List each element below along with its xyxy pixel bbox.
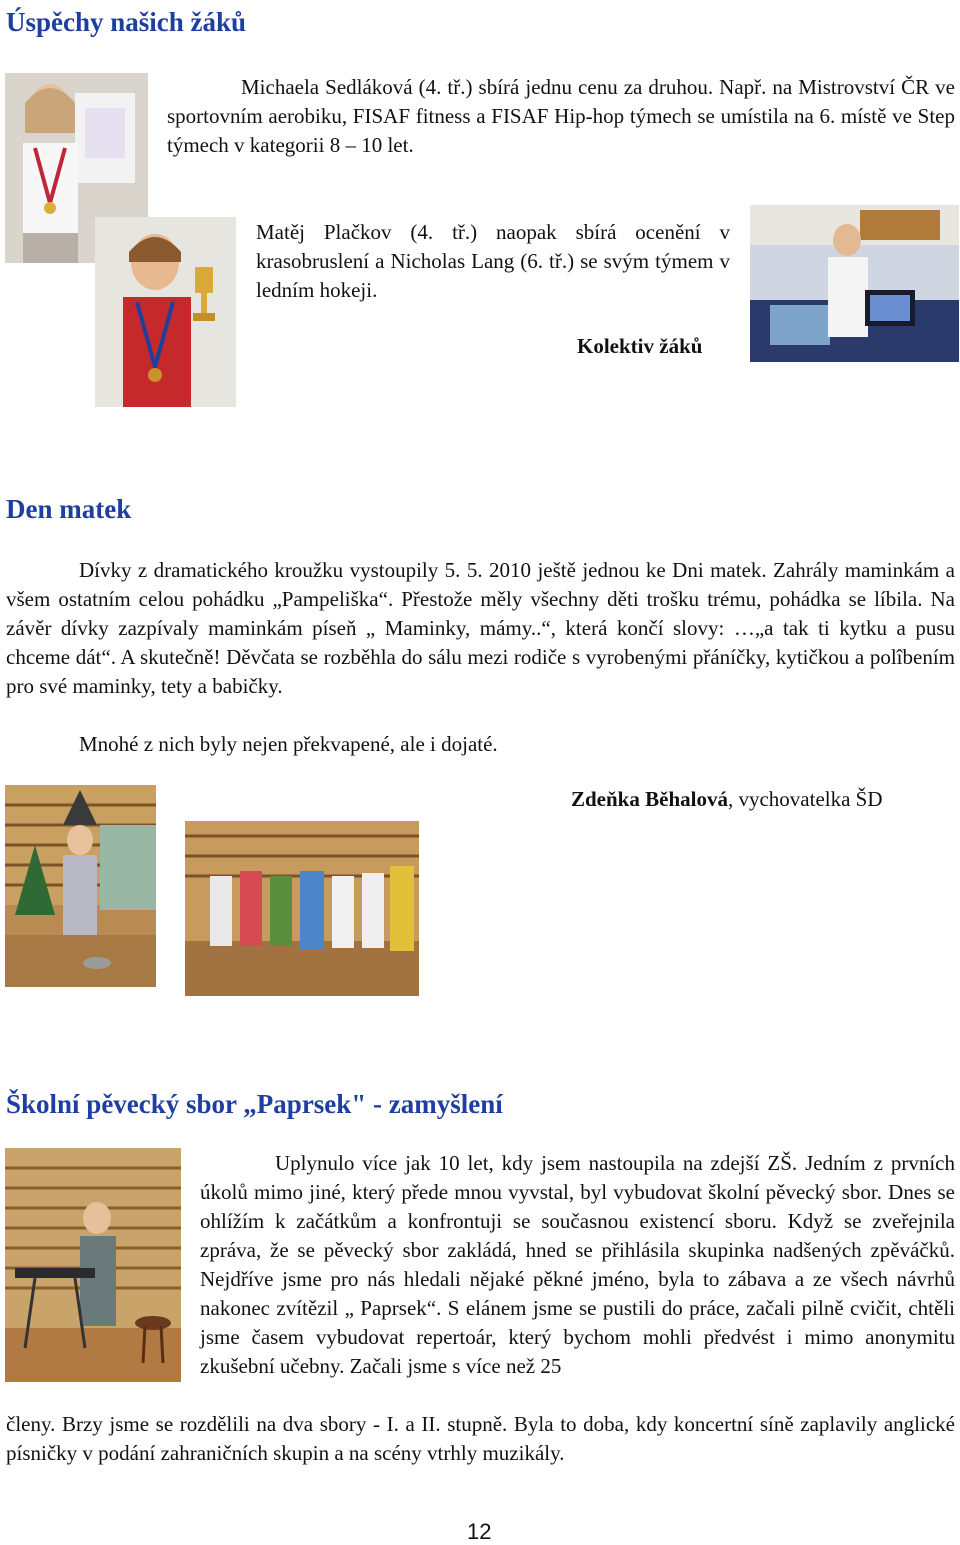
uspechy-paragraph-2 xyxy=(256,218,730,305)
section-title-sbor: Školní pěvecký sbor „Paprsek" - zamyšlení xyxy=(6,1089,503,1119)
photo-boy-with-trophy xyxy=(95,217,236,407)
uspechy-paragraph-2-text: Matěj Plačkov (4. tř.) naopak sbírá ocenění v krasobruslení a Nicholas Lang (6. tř.) se svým týmem v ledním hokeji. xyxy=(256,220,730,302)
sbor-paragraph-2-text: členy. Brzy jsme se rozdělili na dva sbory - I. a II. stupně. Byla to doba, kdy koncertní síně zaplavily anglické písničky v podání zahraničních skupin a na scény vtrhly muzikály. xyxy=(6,1412,955,1465)
den-matek-paragraph-2 xyxy=(79,730,955,759)
photo-choir-teacher-keyboard xyxy=(5,1148,181,1382)
sbor-paragraph-1 xyxy=(200,1149,955,1381)
photo-girls-costume-line xyxy=(185,821,419,996)
den-matek-signature-name: Zdeňka Běhalová xyxy=(571,787,728,811)
section-title-uspechy: Úspěchy našich žáků xyxy=(6,7,247,37)
photo-girl-witch-costume xyxy=(5,785,156,987)
den-matek-paragraph-1-text: Dívky z dramatického kroužku vystoupily 5. 5. 2010 ještě jednou ke Dni matek. Zahrály maminkám a všem ostatním celou pohádku „Pampeliška“. Přestože měly všechny děti trošku trému, pohádka se líbila. Na závěr dívky zazpívaly maminkám píseň „ Maminky, mámy..“, která končí slovy: …„a tak ti kytku a pusu chceme dát“. A skutečně! Děvčata se rozběhla do sálu mezi rodiče s vyrobenými přáníčky, kytičkou a polîbením pro své maminky, tety a babičky. xyxy=(6,558,955,698)
sbor-paragraph-1-text: Uplynulo více jak 10 let, kdy jsem nastoupila na zdejší ZŠ. Jedním z prvních úkolů mimo jiné, který přede mnou vyvstal, byl vybudovat školní pěvecký sbor. Dnes se ohlížím k začátkům a konfrontuji se současnou existencí sboru. Když se zveřejnila zpráva, že se pěvecký sbor zakládá, hned se přihlásila skupinka nadšených zpěváčků. Nejdříve jsme pro nás hledali nějaké pěkné jméno, byla to zábava a ze všech návrhů nakonec zvítězil „ Paprsek“. S elánem jsme se pustili do práce, začali pilně cvičit, chtěli jsme časem vybudovat repertoár, který bychom mohli předvést i mimo anonymitu zkušební učebny. Začali jsme s více než 25 xyxy=(200,1151,955,1378)
sbor-paragraph-2 xyxy=(6,1410,955,1468)
uspechy-paragraph-1-text: Michaela Sedláková (4. tř.) sbírá jednu cenu za druhou. Např. na Mistrovství ČR ve sportovním aerobiku, FISAF fitness a FISAF Hip-hop týmech se umístila na 6. místě ve Step týmech v kategorii 8 – 10 let. xyxy=(167,75,955,157)
uspechy-paragraph-1 xyxy=(167,73,955,160)
den-matek-paragraph-1 xyxy=(6,556,955,701)
den-matek-paragraph-2-text: Mnohé z nich byly nejen překvapené, ale i dojaté. xyxy=(79,732,498,756)
den-matek-signature-role: , vychovatelka ŠD xyxy=(727,787,883,811)
section-title-den-matek: Den matek xyxy=(6,494,132,524)
page-number: 12 xyxy=(467,1519,492,1544)
photo-boy-with-hockey-photo xyxy=(750,205,959,362)
den-matek-signature xyxy=(571,787,883,812)
uspechy-signature: Kolektiv žáků xyxy=(577,334,703,358)
